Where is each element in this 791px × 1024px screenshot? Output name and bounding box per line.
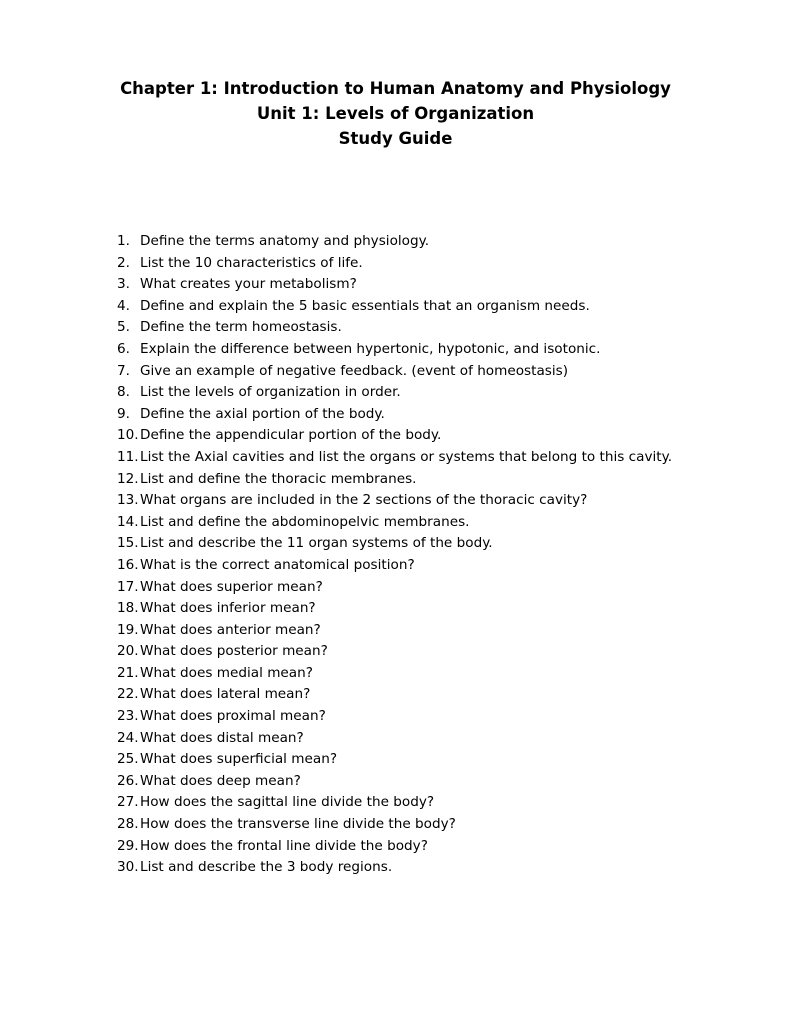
question-number: 24. (117, 729, 139, 746)
document-header (0, 76, 791, 151)
question-text: What does medial mean? (140, 664, 313, 681)
question-number: 16. (117, 556, 139, 573)
question-item (117, 512, 677, 534)
question-item (117, 533, 677, 555)
question-text: What creates your metabolism? (140, 276, 357, 293)
question-number: 10. (117, 427, 139, 444)
question-text: What does inferior mean? (140, 600, 316, 617)
question-number: 18. (117, 600, 139, 617)
question-text: Define the terms anatomy and physiology. (140, 233, 430, 249)
question-item (117, 684, 677, 706)
question-text: List and describe the 3 body regions. (140, 859, 393, 876)
study-guide-title: Study Guide (338, 129, 453, 148)
question-number: 2. (117, 254, 130, 271)
question-text: What does superior mean? (140, 578, 323, 595)
question-item (117, 663, 677, 685)
question-number: 27. (117, 794, 139, 811)
question-item (117, 577, 677, 599)
question-text: List and define the abdominopelvic membranes. (140, 513, 470, 530)
question-text: How does the sagittal line divide the body? (140, 794, 435, 811)
question-number: 7. (117, 362, 130, 379)
question-item (117, 317, 677, 339)
question-number: 13. (117, 492, 139, 509)
question-number: 8. (117, 384, 130, 401)
question-number: 15. (117, 535, 139, 552)
unit-title: Unit 1: Levels of Organization (256, 104, 535, 123)
question-item (117, 469, 677, 491)
question-text: Define and explain the 5 basic essentials that an organism needs. (140, 297, 590, 314)
question-text: Define the axial portion of the body. (140, 405, 385, 422)
question-item (117, 296, 677, 318)
question-item (117, 361, 677, 383)
question-number: 20. (117, 643, 139, 660)
question-text: What organs are included in the 2 sections of the thoracic cavity? (140, 492, 588, 509)
question-item (117, 857, 677, 879)
question-item (117, 447, 677, 469)
question-item (117, 836, 677, 858)
question-text: List the Axial cavities and list the organs or systems that belong to this cavity. (140, 448, 673, 465)
question-number: 5. (117, 319, 130, 336)
question-item (117, 490, 677, 512)
question-number: 25. (117, 751, 139, 768)
question-number: 22. (117, 686, 139, 703)
question-text: List the 10 characteristics of life. (140, 254, 363, 271)
question-item (117, 339, 677, 361)
question-item (117, 555, 677, 577)
question-text: Give an example of negative feedback. (event of homeostasis) (140, 362, 569, 379)
question-number: 23. (117, 708, 139, 725)
question-item (117, 641, 677, 663)
question-number: 4. (117, 297, 130, 314)
question-number: 12. (117, 470, 139, 487)
question-text: List and define the thoracic membranes. (140, 470, 417, 487)
question-item (117, 231, 677, 253)
question-text: What does proximal mean? (140, 708, 326, 725)
question-item (117, 728, 677, 750)
question-list (117, 231, 677, 879)
question-item (117, 706, 677, 728)
chapter-title: Chapter 1: Introduction to Human Anatomy and Physiology (120, 79, 671, 98)
question-number: 1. (117, 233, 130, 249)
question-number: 21. (117, 664, 139, 681)
question-item (117, 253, 677, 275)
question-number: 28. (117, 816, 139, 833)
question-text: What does deep mean? (140, 772, 301, 789)
question-item (117, 814, 677, 836)
question-number: 30. (117, 859, 139, 876)
question-item (117, 620, 677, 642)
question-item (117, 598, 677, 620)
question-number: 14. (117, 513, 139, 530)
question-text: What does distal mean? (140, 729, 304, 746)
question-text: What is the correct anatomical position? (140, 556, 415, 573)
question-item (117, 274, 677, 296)
question-item (117, 749, 677, 771)
question-item (117, 382, 677, 404)
question-item (117, 792, 677, 814)
question-text: What does anterior mean? (140, 621, 321, 638)
question-text: List and describe the 11 organ systems of the body. (140, 535, 493, 552)
question-number: 6. (117, 340, 130, 357)
question-number: 3. (117, 276, 130, 293)
question-number: 11. (117, 448, 139, 465)
question-number: 9. (117, 405, 130, 422)
question-number: 26. (117, 772, 139, 789)
question-text: List the levels of organization in order. (140, 384, 401, 401)
question-item (117, 404, 677, 426)
question-number: 29. (117, 837, 139, 854)
question-text: What does lateral mean? (140, 686, 311, 703)
question-item (117, 425, 677, 447)
question-text: Explain the difference between hypertonic, hypotonic, and isotonic. (140, 340, 601, 357)
question-text: Define the term homeostasis. (140, 319, 342, 336)
question-text: How does the frontal line divide the body? (140, 837, 428, 854)
question-item (117, 771, 677, 793)
question-text: Define the appendicular portion of the body. (140, 427, 442, 444)
question-number: 17. (117, 578, 139, 595)
question-text: What does posterior mean? (140, 643, 328, 660)
question-text: How does the transverse line divide the body? (140, 816, 456, 833)
question-text: What does superficial mean? (140, 751, 338, 768)
question-number: 19. (117, 621, 139, 638)
